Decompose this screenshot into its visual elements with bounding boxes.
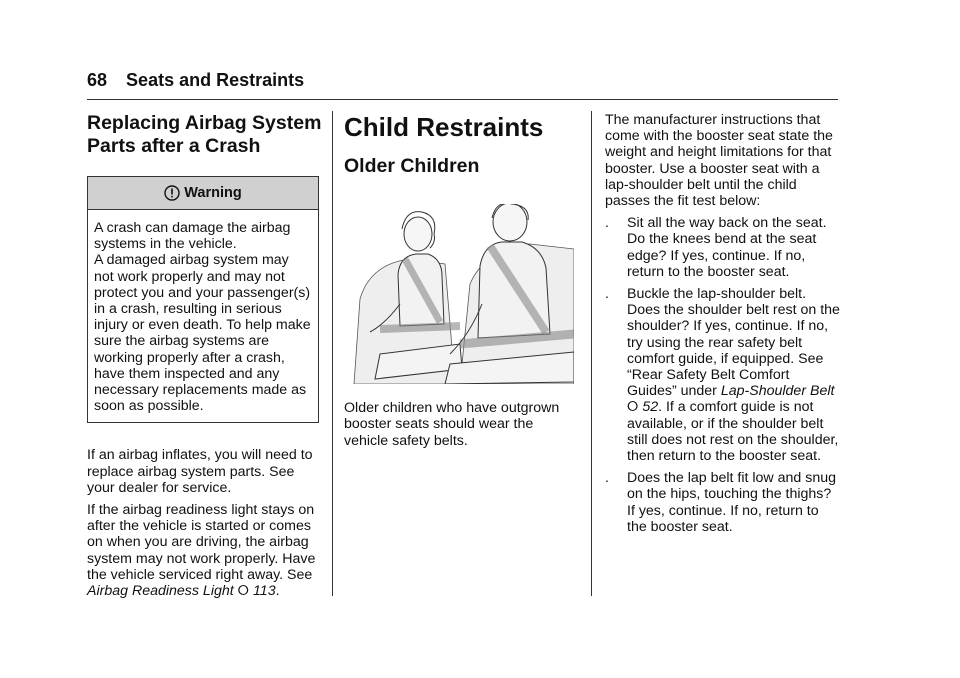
warning-header bbox=[88, 177, 318, 210]
middle-column bbox=[344, 112, 579, 455]
warning-body bbox=[88, 210, 318, 422]
bullet-text-1: Sit all the way back on the seat. Do the knees bend at the seat edge? If yes, continue. If no, return to the booster seat. bbox=[627, 215, 827, 280]
heading-line-2: Parts after a Crash bbox=[87, 135, 261, 157]
page-ref-52[interactable]: 52 bbox=[642, 399, 659, 416]
bullet-marker: . bbox=[605, 215, 609, 232]
bullet-2-part-b: . If a comfort guide is not available, or if the shoulder belt still does not rest on the shoulder, then return to the booster seat. bbox=[627, 399, 839, 465]
right-column bbox=[605, 112, 841, 535]
airbag-light-link[interactable]: Airbag Readiness Light bbox=[87, 583, 234, 600]
list-item bbox=[605, 470, 841, 535]
bullet-marker: . bbox=[605, 286, 609, 303]
bullet-text-3: Does the lap belt fit low and snug on the hips, touching the thighs? If yes, continue. If no, return to the booster seat. bbox=[627, 470, 837, 535]
left-column bbox=[87, 112, 323, 605]
warning-box bbox=[87, 176, 319, 423]
warning-icon bbox=[164, 185, 180, 201]
list-item bbox=[605, 215, 841, 280]
warning-text-1: A crash can damage the airbag systems in the vehicle. bbox=[94, 220, 291, 253]
chapter-title: Child Restraints bbox=[344, 112, 544, 142]
children-seatbelt-illustration bbox=[350, 204, 574, 384]
illustration-caption: Older children who have outgrown booster seats should wear the vehicle safety belts. bbox=[344, 400, 560, 449]
column-divider-2 bbox=[591, 111, 592, 596]
list-item bbox=[605, 286, 841, 464]
bullet-text-2 bbox=[627, 286, 841, 464]
subheading: Older Children bbox=[344, 155, 480, 177]
bullet-marker: . bbox=[605, 470, 609, 487]
column-divider-1 bbox=[332, 111, 333, 596]
section-heading bbox=[87, 112, 323, 158]
bullet-2-part-a: Buckle the lap-shoulder belt. Does the shoulder belt rest on the shoulder? If yes, continue. If no, try using the rear safety belt comfort guide, if equipped. See “Rear Safety Belt Comfort Guides” under bbox=[627, 286, 840, 400]
para2-text: If the airbag readiness light stays on after the vehicle is started or comes on when you are driving, the airbag system may not work properly. Have the vehicle serviced right away. See bbox=[87, 502, 316, 583]
fit-test-intro: The manufacturer instructions that come with the booster seat state the weight and height limitations for that booster. Use a booster seat with a lap-shoulder belt until the child passes the fit test below: bbox=[605, 112, 833, 210]
body-paragraph-1: If an airbag inflates, you will need to replace airbag system parts. See your dealer for service. bbox=[87, 447, 313, 496]
warning-title: Warning bbox=[184, 184, 242, 201]
header-divider bbox=[87, 99, 838, 100]
page-reference-icon: ⭘ bbox=[627, 399, 639, 416]
heading-line-1: Replacing Airbag System bbox=[87, 112, 322, 134]
body-paragraph-2 bbox=[87, 502, 323, 599]
para2-end: . bbox=[275, 583, 280, 600]
page-ref-113[interactable]: 113 bbox=[252, 583, 276, 600]
warning-text-2: A damaged airbag system may not work properly and may not protect you and your passenger(s) in a crash, resulting in serious injury or even death. To help make sure the airbag systems are working properly after a crash, have them inspected and any necessary replacements made as soon as possible. bbox=[94, 252, 311, 415]
section-title: Seats and Restraints bbox=[126, 70, 305, 90]
page-reference-icon: ⭘ bbox=[237, 583, 250, 600]
page-number: 68 bbox=[87, 70, 108, 90]
lap-shoulder-belt-link[interactable]: Lap-Shoulder Belt bbox=[720, 383, 835, 400]
page-header bbox=[87, 70, 304, 91]
